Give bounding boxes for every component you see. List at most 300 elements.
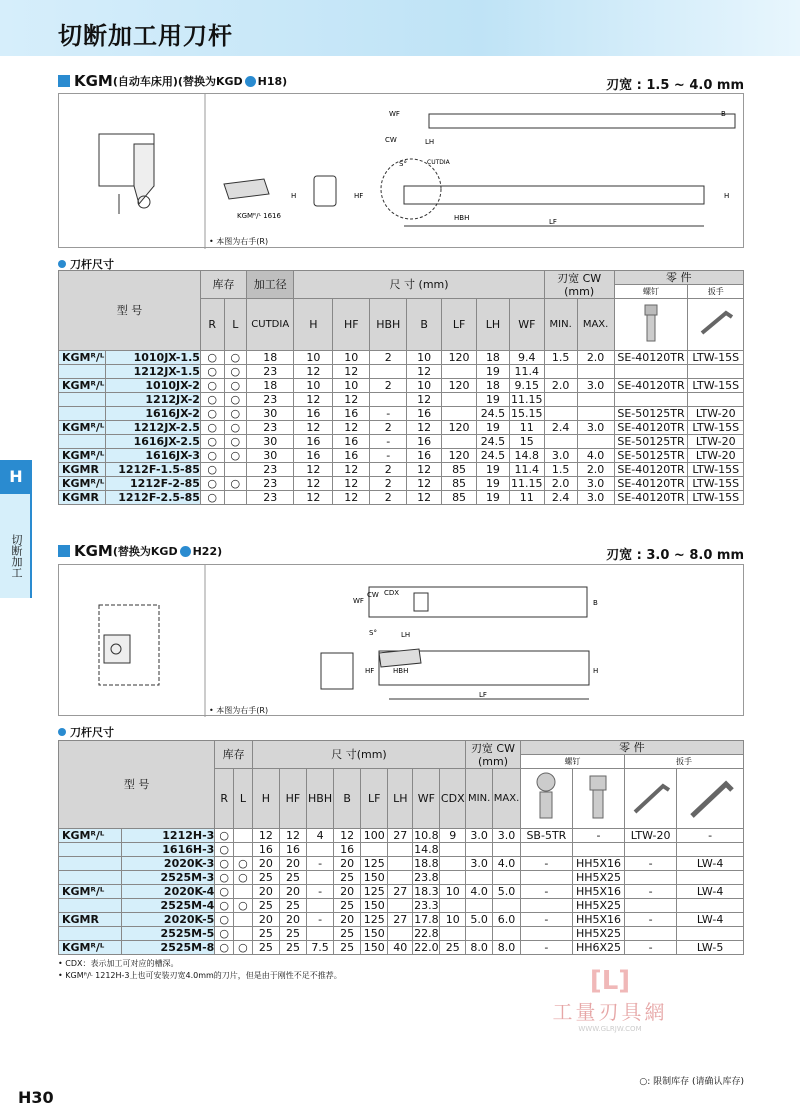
cell: 2 [370,491,407,505]
cell [370,393,407,407]
cell: 14.8 [414,843,439,856]
model-code: 1212JX-2.5 [106,421,200,435]
cell: 85 [442,491,477,505]
model-code: 2525M-3 [121,871,215,885]
screw-icon [614,299,688,351]
cell: 11.15 [511,477,543,490]
cell: 20 [334,885,361,899]
cell: ○ [224,351,247,365]
model-code: 1212F-2-85 [106,477,200,491]
cell [442,435,477,449]
model-prefix: KGMᴿ/ᴸ [59,351,106,365]
cell: 12 [333,463,370,477]
cell: - [520,857,572,871]
cell: ○ [224,421,247,435]
model-code: 1616JX-3 [106,449,200,463]
cell: 10 [440,913,466,927]
cell: 25 [279,899,306,913]
cell [466,927,493,941]
cell: ○ [234,899,253,913]
cell: 12 [294,393,333,407]
cell: SE-40120TR [614,491,688,505]
cell [493,899,521,913]
cell: 2.4 [544,491,577,505]
model-prefix: KGMR [59,491,106,505]
cell: 25 [279,871,306,885]
cell: 16 [279,843,306,857]
cell: 25 [334,871,361,885]
cell: 12 [333,421,370,435]
watermark-logo: [L] [589,966,631,996]
th2-wf: WF [413,769,440,829]
cell [440,843,466,857]
cell [307,899,334,913]
table-row [59,449,744,463]
cell: 12 [407,365,442,379]
model-code: 1212F-1.5-85 [106,463,200,477]
cell: 20 [279,857,306,871]
cell: 3.0 [466,829,493,843]
cell: 3.0 [544,449,577,463]
cell [544,393,577,407]
cell: 12 [294,421,333,435]
dim2-s: S° [369,629,377,637]
cell: ○ [215,885,234,899]
page-number: H30 [18,1088,54,1107]
cell: 16 [252,843,279,857]
th2-hf: HF [279,769,306,829]
stock-note: ○: 限制库存 (请确认库存) [639,1077,744,1087]
table-row [59,477,744,491]
cell: 100 [361,829,388,843]
cell: 12 [294,365,333,379]
cell: 12 [334,829,361,843]
table-row [59,491,744,505]
cell: HH5X16 [572,857,624,871]
dim-s: S° [399,160,407,168]
cell: 12 [294,491,333,505]
cell: HH5X25 [572,927,624,941]
cell: 2.4 [544,421,577,435]
cell: - [572,829,624,843]
cell: 18 [247,379,294,393]
section2-figure [58,564,744,716]
th-l: L [224,299,247,351]
th2-b: B [334,769,361,829]
cell [440,857,466,871]
dim-wf: WF [389,110,400,118]
cell [625,871,677,885]
model-code: 2525M-8 [121,941,215,955]
model-code: 1212JX-1.5 [106,365,200,379]
cell [388,899,413,913]
cell: 3.0 [493,829,521,843]
cell: 23 [247,491,294,505]
dim-hbh: HBH [454,214,470,222]
footnote-kgm: • KGMᴿ/ᴸ 1212H-3上也可安装刃宽4.0mm的刀片，但是由于刚性不足不推荐。 [58,971,342,980]
model-code: 1616H-3 [121,843,215,857]
dim2-lf: LF [479,691,487,699]
wrench-hex-icon [677,769,744,829]
cell: 120 [442,351,477,365]
cell: 25 [279,941,306,955]
model-code: 2525M-5 [121,927,215,941]
cell [544,435,577,449]
th2-max: MAX. [493,769,521,829]
table-row [59,913,744,927]
cell [677,871,744,885]
th-max: MAX. [577,299,614,351]
cell: 125 [361,857,388,871]
cell: 18.3 [414,885,439,898]
cell [388,843,413,857]
cell: 10 [333,379,370,393]
table-row [59,463,744,477]
th-lh: LH [477,299,510,351]
cell [493,927,521,941]
table-row [59,421,744,435]
cell: 22.0 [414,941,439,954]
cell: 10 [294,379,333,393]
cell: 15.15 [511,407,543,420]
dim-lh: LH [425,138,435,146]
cell: 4.0 [577,449,614,463]
cell: - [370,435,407,449]
model-prefix [59,407,106,421]
cell: 2 [370,463,407,477]
cell: HH5X25 [572,899,624,913]
cell: 17.8 [414,913,439,926]
cell: SE-40120TR [614,463,688,477]
dim2-lh: LH [401,631,411,639]
cell: 12 [279,829,306,843]
cell: HH5X25 [572,871,624,885]
cell: 40 [388,941,413,955]
cell: - [370,449,407,463]
model-prefix [59,899,122,913]
th-wf: WF [509,299,544,351]
cell: 150 [361,871,388,885]
th2-screw: 螺钉 [520,755,624,769]
cell: 4 [307,829,334,843]
cell: 24.5 [477,449,510,463]
cell: ○ [215,843,234,857]
cell: 2.0 [577,351,614,365]
cell: LW-4 [677,857,744,871]
cell: - [370,407,407,421]
th2-h: H [252,769,279,829]
cell [234,885,253,899]
cell [466,871,493,885]
model-code: 2020K-4 [121,885,215,899]
model-prefix: KGMᴿ/ᴸ [59,829,122,843]
cell [388,871,413,885]
cell: ○ [224,449,247,463]
cell: 8.0 [466,941,493,955]
model-code: 2525M-4 [121,899,215,913]
cell [442,365,477,379]
cell: 5.0 [466,913,493,927]
cell: 1.5 [544,463,577,477]
cell: 25 [279,927,306,941]
cell: ○ [200,491,224,505]
th2-stock: 库存 [215,741,253,769]
cell: SE-40120TR [614,351,688,365]
cell [388,927,413,941]
th2-dim: 尺 寸(mm) [252,741,465,769]
cell: 18.8 [414,857,439,870]
cell: ○ [200,421,224,435]
cell: 11 [509,421,544,435]
th-stock: 库存 [200,271,246,299]
cell [307,927,334,941]
cell: 150 [361,899,388,913]
section2-paren-close: ) [217,544,223,558]
model-prefix [59,857,122,871]
cell: 19 [477,463,510,477]
cell [493,843,521,857]
page-title: 切断加工用刀杆 [58,22,233,50]
cell: LTW-15S [688,421,744,435]
cell: - [520,941,572,955]
cell: - [625,913,677,927]
cell [572,843,624,857]
cell: ○ [234,871,253,885]
th2-r: R [215,769,234,829]
arrow-circle-icon [180,546,191,557]
model-prefix [59,927,122,941]
cell: 11.4 [509,365,544,379]
dim2-hbh: HBH [393,667,409,675]
th-screw: 螺钉 [614,285,688,299]
cell [577,393,614,407]
cell: 2.0 [577,463,614,477]
cell: 25 [334,941,361,955]
model-prefix: KGMᴿ/ᴸ [59,941,122,955]
cell: 3.0 [577,379,614,393]
table-row [59,857,744,871]
cell: - [520,913,572,927]
section1-sub-label: 刀杆尺寸 [70,258,114,271]
th2-lh: LH [388,769,413,829]
cell: LTW-15S [688,491,744,505]
cell: 23 [247,477,294,491]
cell: ○ [200,379,224,393]
cell: ○ [234,857,253,871]
cell [544,365,577,379]
cell: 23 [247,365,294,379]
cell: 12 [252,829,279,843]
section2-fig-note: • 本图为右手(R) [209,706,269,715]
watermark-cn: 工量刃具網 [552,1000,668,1024]
section1-width: 刃宽 : 1.5 ~ 4.0 mm [606,78,744,93]
cell: 10 [440,885,466,899]
cell [677,927,744,941]
cell: SE-50125TR [614,407,688,421]
cell: 24.5 [477,435,510,449]
dim-h: H [291,192,297,200]
cell: 9.15 [509,379,544,393]
th-r: R [200,299,224,351]
th2-wrench: 扳手 [625,755,744,769]
cell: 19 [477,477,510,491]
cell: 150 [361,941,388,955]
dim2-h: H [593,667,599,675]
cell: 25 [440,941,466,955]
model-code: 1212H-3 [121,829,215,843]
cell [442,393,477,407]
watermark [540,966,680,1033]
cell: LTW-15S [688,477,744,491]
table-row [59,829,744,843]
cell: 23.3 [414,899,439,912]
model-prefix [59,393,106,407]
cell [440,899,466,913]
section2-heading [58,542,222,560]
cell: 20 [279,913,306,927]
cell: ○ [215,941,234,955]
cell [234,843,253,857]
cell: 14.8 [509,449,544,463]
cell: 125 [361,885,388,899]
cell: 8.0 [493,941,521,955]
model-code: 1616JX-2 [106,407,200,421]
cell: 7.5 [307,941,334,955]
cell: 25 [334,927,361,941]
cell [307,871,334,885]
cell: 11 [509,491,544,505]
cell: 19 [477,491,510,505]
cell: 30 [247,407,294,421]
cell [577,407,614,421]
cell: LTW-15S [688,379,744,393]
cell: 1.5 [544,351,577,365]
cell: ○ [215,829,234,843]
cell: 12 [294,463,333,477]
dim-lf: LF [549,218,557,226]
section2-width: 刃宽 : 3.0 ~ 8.0 mm [606,548,744,563]
cell: 3.0 [577,477,614,491]
table-row [59,435,744,449]
table1 [58,270,744,505]
table1-body [59,351,744,505]
cell: 18 [247,351,294,365]
cell: 30 [247,449,294,463]
th-lf: LF [442,299,477,351]
cell [577,365,614,379]
screw-torx-icon [520,769,572,829]
cell: 9 [440,829,466,843]
cell: 25 [334,899,361,913]
cell: 30 [247,435,294,449]
cell: 16 [294,435,333,449]
cell: - [625,857,677,871]
model-prefix: KGMᴿ/ᴸ [59,421,106,435]
cell: 4.0 [466,885,493,899]
cell: HH5X16 [572,885,624,899]
cell [224,463,247,477]
table-row [59,941,744,955]
cell: ○ [200,435,224,449]
cell: ○ [200,477,224,491]
cell: 12 [407,491,442,505]
cell: ○ [224,477,247,491]
cell: ○ [215,927,234,941]
model-code: 1212JX-2 [106,393,200,407]
section2-paren: (替换为KGD [112,545,178,558]
th-hbh: HBH [370,299,407,351]
cell: ○ [224,365,247,379]
cell: LTW-20 [688,449,744,463]
th2-hbh: HBH [307,769,334,829]
dot-icon [58,260,66,268]
cell [520,871,572,885]
cell: LW-4 [677,913,744,927]
cell: 20 [279,885,306,899]
wrench-icon [688,299,744,351]
table-row [59,899,744,913]
model-code: 2020K-3 [121,857,215,871]
table-row [59,871,744,885]
dim-cw: CW [385,136,397,144]
cell: 2 [370,351,407,365]
cell: ○ [200,449,224,463]
section2-drawing [59,565,745,717]
cell: 12 [407,421,442,435]
cell: - [520,885,572,899]
cell: ○ [200,407,224,421]
dim2-cdx: CDX [384,589,400,597]
cell: HH6X25 [572,941,624,955]
cell: 16 [294,449,333,463]
cell: 85 [442,463,477,477]
cell: 3.0 [466,857,493,871]
cell: ○ [215,871,234,885]
cell: 23.8 [414,871,439,884]
cell [625,899,677,913]
cell: 12 [333,365,370,379]
cell: 10.8 [414,829,439,842]
th-cw: 刃宽 CW (mm) [544,271,614,299]
cell: 2.0 [544,477,577,491]
section1-figure [58,93,744,248]
cell: - [307,913,334,927]
model-prefix [59,843,122,857]
cell [520,899,572,913]
model-code: 2020K-5 [121,913,215,927]
side-tab [0,494,32,598]
cell: ○ [200,365,224,379]
wrench-torx-icon [625,769,677,829]
cell: 19 [477,365,510,379]
model-prefix [59,435,106,449]
section1-paren: (自动车床用)(替换为KGD [112,75,243,88]
cell: 20 [252,885,279,899]
table-row [59,365,744,379]
cell: 20 [334,913,361,927]
cell: 2 [370,477,407,491]
th2-cdx: CDX [440,769,466,829]
model-prefix: KGMR [59,463,106,477]
cell: - [625,941,677,955]
cell: 10 [407,379,442,393]
dim-cutdia: CUTDIA [427,159,450,166]
model-prefix: KGMᴿ/ᴸ [59,449,106,463]
cell: ○ [200,463,224,477]
cell [614,393,688,407]
cell: 19 [477,393,510,407]
cell: 3.0 [577,491,614,505]
